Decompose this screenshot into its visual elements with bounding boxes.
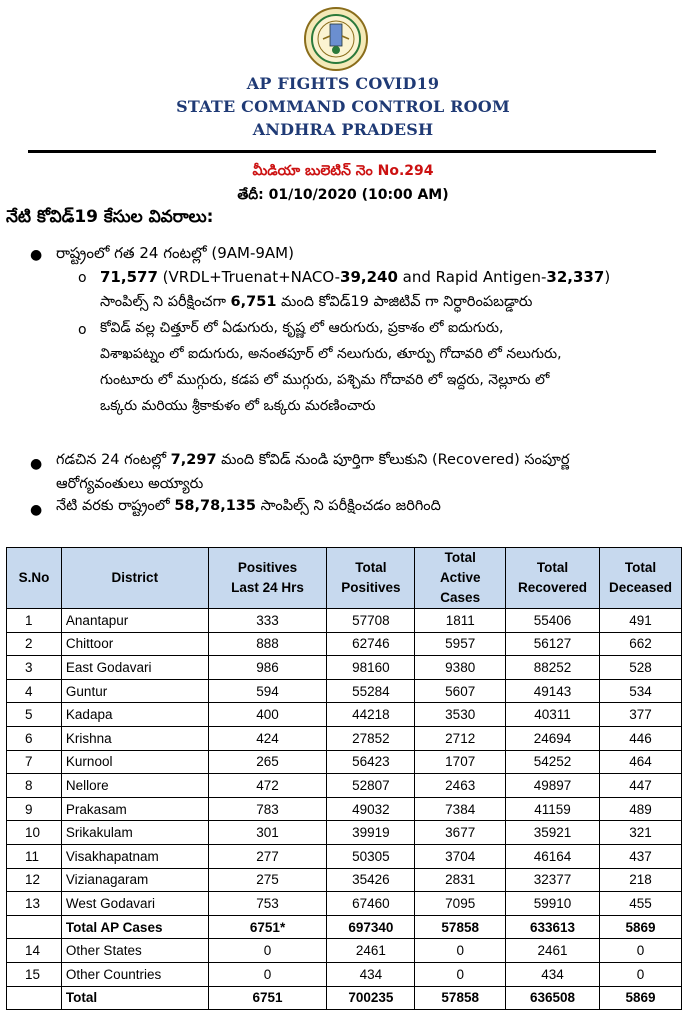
bullet-1b-line-4: ఒక్కరు మరియు శ్రీకాకుళం లో ఒక్కరు మరణించారు [100, 398, 376, 414]
cell-active: 3530 [415, 703, 506, 727]
header-divider [28, 150, 656, 153]
cell-active: 9380 [415, 656, 506, 680]
cell-district: Krishna [61, 726, 208, 750]
bullet-dot: ● [30, 456, 43, 472]
cell-positives: 67460 [327, 892, 415, 916]
cell-sno: 7 [7, 750, 62, 774]
cell-recovered: 55406 [506, 609, 600, 633]
cell-deceased: 455 [600, 892, 682, 916]
cell-active: 2831 [415, 868, 506, 892]
cell-district: Prakasam [61, 797, 208, 821]
cell-positives: 35426 [327, 868, 415, 892]
cell-active: 7095 [415, 892, 506, 916]
cell-active: 7384 [415, 797, 506, 821]
date-value: : 01/10/2020 (10:00 AM) [258, 187, 449, 203]
cell-last24: 424 [208, 726, 327, 750]
cell-deceased: 528 [600, 656, 682, 680]
cell-sno: 13 [7, 892, 62, 916]
cell-last24: 301 [208, 821, 327, 845]
table-row [7, 656, 682, 680]
column-header: Positives Last 24 Hrs [208, 548, 327, 609]
cell-recovered: 54252 [506, 750, 600, 774]
cell-sno: 4 [7, 679, 62, 703]
table-row [7, 962, 682, 986]
cell-positives: 434 [327, 962, 415, 986]
cell-last24: 275 [208, 868, 327, 892]
bullet-1b-line-3: గుంటూరు లో ముగ్గురు, కడప లో ముగ్గురు, పశ్చిమ గోదావరి లో ఇద్దరు, నెల్లూరు లో [100, 372, 550, 388]
cell-deceased: 464 [600, 750, 682, 774]
cell-district: Chittoor [61, 632, 208, 656]
cell-last24: 888 [208, 632, 327, 656]
column-header: District [61, 548, 208, 609]
cell-sno: 1 [7, 609, 62, 633]
cell-district: Nellore [61, 774, 208, 798]
cell-last24: 986 [208, 656, 327, 680]
cell-sno: 3 [7, 656, 62, 680]
column-header: Total Deceased [600, 548, 682, 609]
table-row [7, 750, 682, 774]
cell-deceased: 321 [600, 821, 682, 845]
table-body [7, 609, 682, 1010]
header-title-line-1: AP FIGHTS COVID19 [246, 74, 440, 93]
table-header-row [7, 548, 682, 609]
table-row [7, 821, 682, 845]
cell-deceased: 447 [600, 774, 682, 798]
cell-positives: 55284 [327, 679, 415, 703]
cell-positives: 50305 [327, 844, 415, 868]
table-row [7, 915, 682, 939]
cell-district: Visakhapatnam [61, 844, 208, 868]
cell-district: Kurnool [61, 750, 208, 774]
bullet-dot: ● [30, 247, 43, 263]
bullet-2-line-1: గడచిన 24 గంటల్లో 7,297 మంది కోవిడ్ నుండి పూర్తిగా కోలుకుని (Recovered) సంపూర్ణ [56, 452, 570, 468]
cell-last24: 6751* [208, 915, 327, 939]
cell-active: 57858 [415, 915, 506, 939]
cell-positives: 57708 [327, 609, 415, 633]
table-row [7, 774, 682, 798]
section-title: నేటి కోవిడ్19 కేసుల వివరాలు: [6, 207, 214, 227]
cell-deceased: 489 [600, 797, 682, 821]
cell-active: 3677 [415, 821, 506, 845]
bullet-3: నేటి వరకు రాష్ట్రంలో 58,78,135 సాంపిల్స్ ని పరీక్షించడం జరిగింది [56, 498, 441, 514]
column-header: S.No [7, 548, 62, 609]
cell-sno: 6 [7, 726, 62, 750]
cell-last24: 0 [208, 962, 327, 986]
cell-deceased: 534 [600, 679, 682, 703]
column-header: Total Positives [327, 548, 415, 609]
cell-positives: 49032 [327, 797, 415, 821]
cell-deceased: 377 [600, 703, 682, 727]
bullet-1a-line-2: సాంపిల్స్ ని పరీక్షించగా 6,751 మంది కోవిడ్19 పాజిటివ్ గా నిర్ధారింపబడ్డారు [100, 294, 533, 310]
table-row [7, 939, 682, 963]
cell-positives: 98160 [327, 656, 415, 680]
cell-active: 2463 [415, 774, 506, 798]
cell-recovered: 49897 [506, 774, 600, 798]
cell-recovered: 59910 [506, 892, 600, 916]
cell-last24: 472 [208, 774, 327, 798]
table-row [7, 609, 682, 633]
cell-recovered: 40311 [506, 703, 600, 727]
cell-positives: 2461 [327, 939, 415, 963]
table-row [7, 844, 682, 868]
cell-deceased: 0 [600, 939, 682, 963]
cell-last24: 333 [208, 609, 327, 633]
cell-recovered: 434 [506, 962, 600, 986]
cell-last24: 594 [208, 679, 327, 703]
cell-recovered: 636508 [506, 986, 600, 1010]
ap-state-emblem [303, 6, 369, 72]
date-label: తేదీ [237, 187, 259, 203]
cell-sno: 11 [7, 844, 62, 868]
cell-recovered: 56127 [506, 632, 600, 656]
cell-recovered: 633613 [506, 915, 600, 939]
cell-last24: 783 [208, 797, 327, 821]
cell-active: 0 [415, 939, 506, 963]
cell-positives: 44218 [327, 703, 415, 727]
cell-district: Vizianagaram [61, 868, 208, 892]
cell-sno: 2 [7, 632, 62, 656]
table-row [7, 797, 682, 821]
cell-deceased: 437 [600, 844, 682, 868]
cell-district: Total AP Cases [61, 915, 208, 939]
cell-recovered: 32377 [506, 868, 600, 892]
table-row [7, 868, 682, 892]
cell-positives: 39919 [327, 821, 415, 845]
cell-deceased: 446 [600, 726, 682, 750]
sub-bullet-marker: o [78, 270, 87, 286]
cell-district: Other States [61, 939, 208, 963]
cell-recovered: 49143 [506, 679, 600, 703]
cell-last24: 753 [208, 892, 327, 916]
cell-sno: 8 [7, 774, 62, 798]
cell-deceased: 662 [600, 632, 682, 656]
cell-last24: 400 [208, 703, 327, 727]
bullet-1a-line-1: 71,577 (VRDL+Truenat+NACO-39,240 and Rapid Antigen-32,337) [100, 268, 611, 286]
table-row [7, 703, 682, 727]
cell-sno: 15 [7, 962, 62, 986]
cell-recovered: 24694 [506, 726, 600, 750]
sub-bullet-marker: o [78, 322, 87, 338]
header-title-line-2: STATE COMMAND CONTROL ROOM [176, 97, 510, 116]
cell-recovered: 88252 [506, 656, 600, 680]
cell-district: West Godavari [61, 892, 208, 916]
bullet-1b-line-1: కోవిడ్ వల్ల చిత్తూర్ లో ఏడుగురు, కృష్ణ లో ఆరుగురు, ప్రకాశం లో ఐదుగురు, [100, 320, 504, 336]
bullet-dot: ● [30, 502, 43, 518]
cell-deceased: 5869 [600, 915, 682, 939]
cell-district: Kadapa [61, 703, 208, 727]
cell-positives: 697340 [327, 915, 415, 939]
cell-recovered: 41159 [506, 797, 600, 821]
cell-positives: 700235 [327, 986, 415, 1010]
table-row [7, 726, 682, 750]
cell-district: Guntur [61, 679, 208, 703]
district-cases-table [6, 547, 682, 1010]
table-row [7, 679, 682, 703]
cell-deceased: 218 [600, 868, 682, 892]
cell-active: 2712 [415, 726, 506, 750]
cell-sno: 9 [7, 797, 62, 821]
cell-sno: 5 [7, 703, 62, 727]
table-row [7, 632, 682, 656]
cell-active: 1707 [415, 750, 506, 774]
cell-sno [7, 986, 62, 1010]
bulletin-date [0, 187, 686, 206]
cell-sno: 12 [7, 868, 62, 892]
cell-active: 1811 [415, 609, 506, 633]
cell-positives: 52807 [327, 774, 415, 798]
cell-active: 3704 [415, 844, 506, 868]
cell-deceased: 491 [600, 609, 682, 633]
cell-positives: 62746 [327, 632, 415, 656]
column-header: Total Active Cases [415, 548, 506, 609]
cell-last24: 265 [208, 750, 327, 774]
cell-positives: 56423 [327, 750, 415, 774]
bulletin-number: మీడియా బులెటిన్ నెం No.294 [252, 163, 434, 179]
cell-last24: 0 [208, 939, 327, 963]
cell-deceased: 5869 [600, 986, 682, 1010]
bullet-1b-line-2: విశాఖపట్నం లో ఐదుగురు, అనంతపూర్ లో నలుగురు, తూర్పు గోదావరి లో నలుగురు, [100, 346, 562, 362]
header-title-line-3: ANDHRA PRADESH [252, 120, 434, 139]
cell-sno [7, 915, 62, 939]
cell-district: Anantapur [61, 609, 208, 633]
cell-last24: 277 [208, 844, 327, 868]
cell-active: 5607 [415, 679, 506, 703]
cell-deceased: 0 [600, 962, 682, 986]
bullet-2-line-2: ఆరోగ్యవంతులు అయ్యారు [56, 476, 204, 492]
bullet-1-title: రాష్ట్రంలో గత 24 గంటల్లో (9AM-9AM) [56, 244, 294, 262]
cell-district: Other Countries [61, 962, 208, 986]
cell-positives: 27852 [327, 726, 415, 750]
cell-recovered: 2461 [506, 939, 600, 963]
table-row [7, 892, 682, 916]
cell-sno: 10 [7, 821, 62, 845]
cell-recovered: 35921 [506, 821, 600, 845]
cell-active: 5957 [415, 632, 506, 656]
cell-district: Srikakulam [61, 821, 208, 845]
cell-district: Total [61, 986, 208, 1010]
cell-recovered: 46164 [506, 844, 600, 868]
table-row [7, 986, 682, 1010]
column-header: Total Recovered [506, 548, 600, 609]
cell-active: 57858 [415, 986, 506, 1010]
cell-last24: 6751 [208, 986, 327, 1010]
cell-active: 0 [415, 962, 506, 986]
cell-sno: 14 [7, 939, 62, 963]
cell-district: East Godavari [61, 656, 208, 680]
